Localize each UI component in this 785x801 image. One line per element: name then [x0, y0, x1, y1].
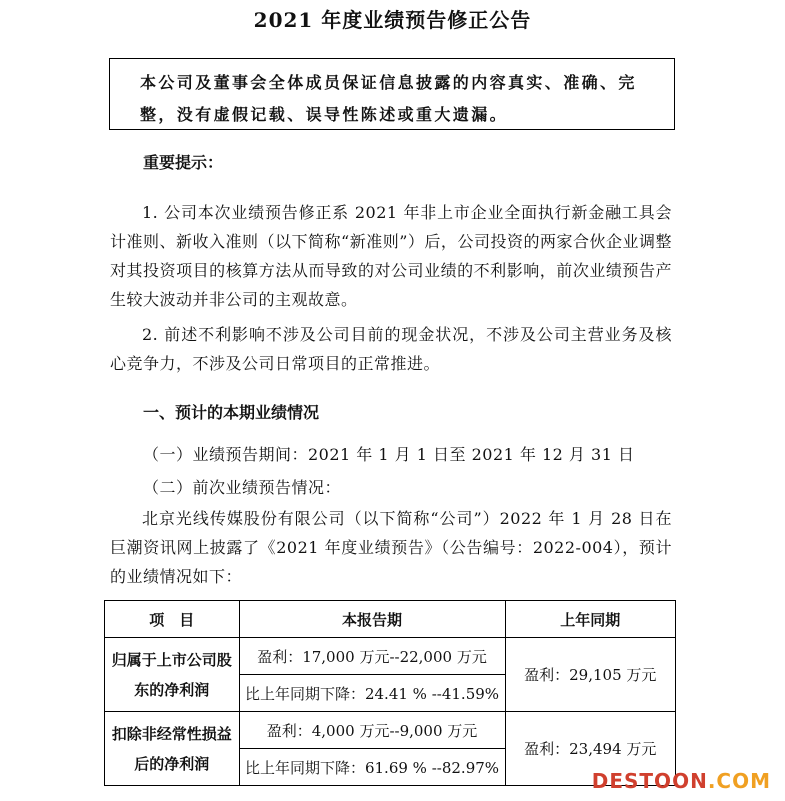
row-current-value: 盈利：4,000 万元--9,000 万元: [239, 712, 505, 749]
period-line: （一）业绩预告期间：2021 年 1 月 1 日至 2021 年 12 月 31 日: [143, 445, 635, 464]
table-header-item: 项 目: [105, 601, 240, 638]
row-current-change: 比上年同期下降：61.69 % --82.97%: [239, 749, 505, 786]
prev-forecast-paragraph: 北京光线传媒股份有限公司（以下简称“公司”）2022 年 1 月 28 日在巨潮资讯网上披露了《2021 年度业绩预告》（公告编号：2022-004），预计的业绩情况如下：: [110, 509, 672, 586]
tip-2: 2. 前述不利影响不涉及公司目前的现金状况，不涉及公司主营业务及核心竞争力，不涉及公司日常项目的正常推进。: [110, 325, 672, 373]
row-prior-value: 盈利：29,105 万元: [505, 638, 675, 712]
tip-1: 1. 公司本次业绩预告修正系 2021 年非上市企业全面执行新金融工具会计准则、新收入准则（以下简称“新准则”）后，公司投资的两家合伙企业调整对其投资项目的核算方法从而导致的对公司业绩的不利影响，前次业绩预告产生较大波动并非公司的主观故意。: [110, 203, 672, 309]
row-item-label: 归属于上市公司股东的净利润: [105, 638, 240, 712]
section-1-heading: 一、预计的本期业绩情况: [143, 403, 320, 422]
disclaimer-box: 本公司及董事会全体成员保证信息披露的内容真实、准确、完整，没有虚假记载、误导性陈述或重大遗漏。: [109, 58, 675, 130]
important-heading: 重要提示：: [143, 153, 224, 172]
watermark-text: DESTOON: [591, 769, 708, 793]
page-title: 2021 年度业绩预告修正公告: [253, 8, 532, 32]
watermark-logo: [592, 769, 771, 793]
forecast-table: [104, 600, 676, 786]
table-header-current: 本报告期: [239, 601, 505, 638]
table-row: [105, 638, 676, 675]
table-row: [105, 712, 676, 749]
row-current-value: 盈利：17,000 万元--22,000 万元: [239, 638, 505, 675]
table-header-row: [105, 601, 676, 638]
row-prior-value: 盈利：23,494 万元: [505, 712, 675, 786]
watermark-suffix: .COM: [707, 769, 771, 793]
prev-forecast-line: （二）前次业绩预告情况：: [143, 478, 342, 497]
table-header-prior: 上年同期: [505, 601, 675, 638]
row-current-change: 比上年同期下降：24.41 % --41.59%: [239, 675, 505, 712]
row-item-label: 扣除非经常性损益后的净利润: [105, 712, 240, 786]
